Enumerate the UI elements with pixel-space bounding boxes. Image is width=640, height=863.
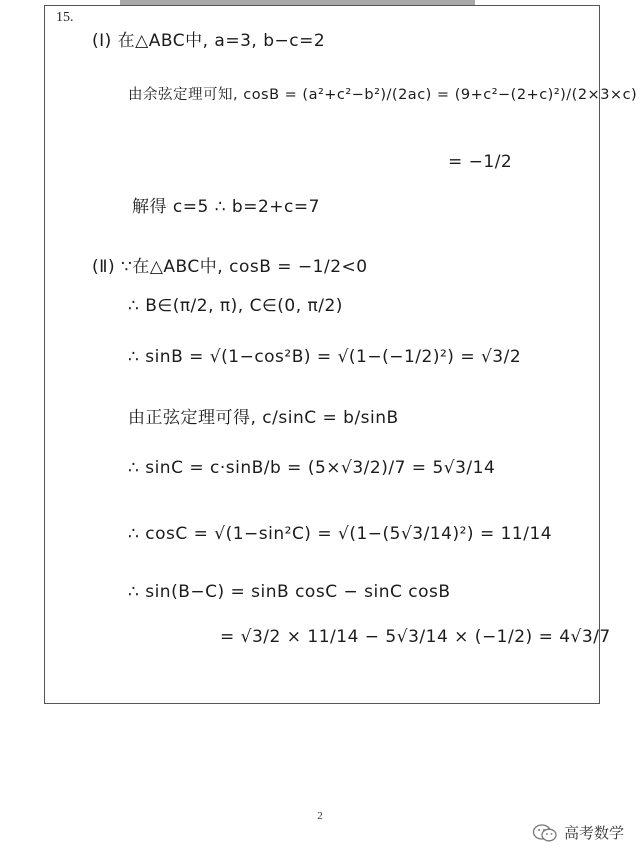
solution-line-8: 由正弦定理可得, c/sinC = b/sinB [128,408,399,428]
page-number: 2 [317,810,323,822]
solution-line-4: 解得 c=5 ∴ b=2+c=7 [132,197,320,217]
solution-line-7: ∴ sinB = √(1−cos²B) = √(1−(−1/2)²) = √3/2 [128,347,522,367]
watermark [532,822,624,843]
solution-line-5: (Ⅱ) ∵在△ABC中, cosB = −1/2<0 [92,257,368,277]
wechat-icon [532,823,558,843]
watermark-text: 高考数学 [563,824,624,842]
solution-line-9: ∴ sinC = c·sinB/b = (5×√3/2)/7 = 5√3/14 [128,458,496,478]
solution-line-10: ∴ cosC = √(1−sin²C) = √(1−(5√3/14)²) = 11/14 [128,524,553,544]
solution-line-6: ∴ B∈(π/2, π), C∈(0, π/2) [128,296,343,316]
solution-line-1: (Ⅰ) 在△ABC中, a=3, b−c=2 [92,31,326,51]
solution-line-12: = √3/2 × 11/14 − 5√3/14 × (−1/2) = 4√3/7 [220,627,611,647]
solution-line-3: = −1/2 [448,152,513,172]
solution-line-2: 由余弦定理可知, cosB = (a²+c²−b²)/(2ac) = (9+c²−(2+c)²)/(2×3×c) [128,87,638,103]
question-number: 15. [56,10,74,25]
solution-line-11: ∴ sin(B−C) = sinB cosC − sinC cosB [128,582,451,602]
